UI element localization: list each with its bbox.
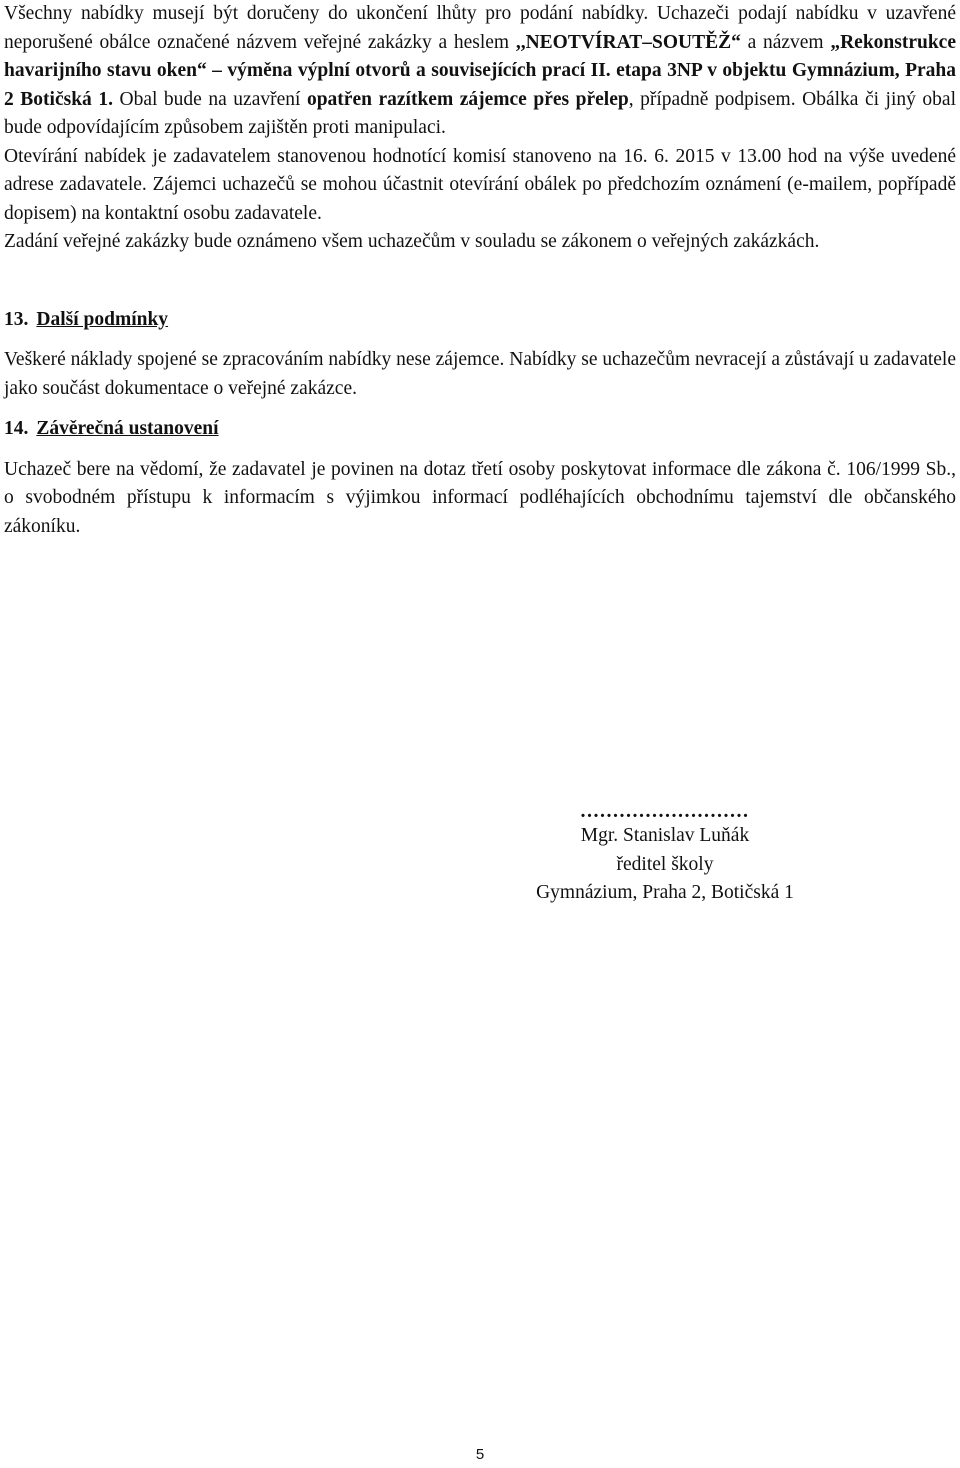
section-14-number: 14. <box>4 418 29 439</box>
submission-text-1: Všechny nabídky musejí být doručeny do ukončení lhůty pro podání nabídky. Uchazeči podají nabídku v uzavřené neporušené obálce označené názvem veřejné zakázky a heslem <box>4 3 956 53</box>
award-paragraph: Zadání veřejné zakázky bude oznámeno všem uchazečům v souladu se zákonem o veřejných zakázkách. <box>4 231 820 252</box>
section-13-heading <box>4 306 956 335</box>
envelope-label: ,,NEOTVÍRAT–SOUTĚŽ“ <box>515 31 741 53</box>
opening-paragraph: Otevírání nabídek je zadavatelem stanovenou hodnotící komisí stanoveno na 16. 6. 2015 v 13.00 hod na výše uvedené adrese zadavatele. Zájemci uchazečů se mohou účastnit otevírání obálek po předchozím oznámení (e-mailem, popřípadě dopisem) na kontaktní osobu zadavatele. <box>4 145 956 224</box>
submission-text-3: Obal bude na uzavření <box>112 88 307 110</box>
signature-block <box>500 800 830 908</box>
section-13-text: Veškeré náklady spojené se zpracováním nabídky nese zájemce. Nabídky se uchazečům nevracejí a zůstávají u zadavatele jako součást dokumentace o veřejné zakázce. <box>4 349 956 399</box>
section-14-heading <box>4 415 956 444</box>
signatory-role: ředitel školy <box>616 853 714 875</box>
section-13-number: 13. <box>4 308 29 330</box>
signatory-name: Mgr. Stanislav Luňák <box>580 825 750 846</box>
stamp-requirement: opatřen razítkem zájemce přes přelep <box>306 88 629 110</box>
section-13-title: Další podmínky <box>36 308 169 330</box>
submission-paragraph <box>4 0 956 143</box>
submission-text-2: a názvem <box>740 31 831 53</box>
section-14-text: Uchazeč bere na vědomí, že zadavatel je povinen na dotaz třetí osoby poskytovat informace dle zákona č. 106/1999 Sb., o svobodném přístupu k informacím s výjimkou informací podléhajících obchodnímu tajemství dle občanského zákoníku. <box>4 458 956 537</box>
submission-text-4: , případně podpisem. Obálka či jiný obal bude odpovídajícím způsobem zajištěn proti manipulaci. <box>4 88 956 138</box>
signatory-institution: Gymnázium, Praha 2, Botičská 1 <box>536 882 794 903</box>
document-page <box>4 0 956 541</box>
section-14-title: Závěrečná ustanovení <box>36 418 219 439</box>
signature-line: .......................... <box>580 800 750 822</box>
page-number: 5 <box>475 1446 485 1463</box>
contract-name: „Rekonstrukce havarijního stavu oken“ – výměna výplní otvorů a souvisejících prací II. etapa 3NP v objektu Gymnázium, Praha 2 Botičská 1. <box>4 31 956 110</box>
